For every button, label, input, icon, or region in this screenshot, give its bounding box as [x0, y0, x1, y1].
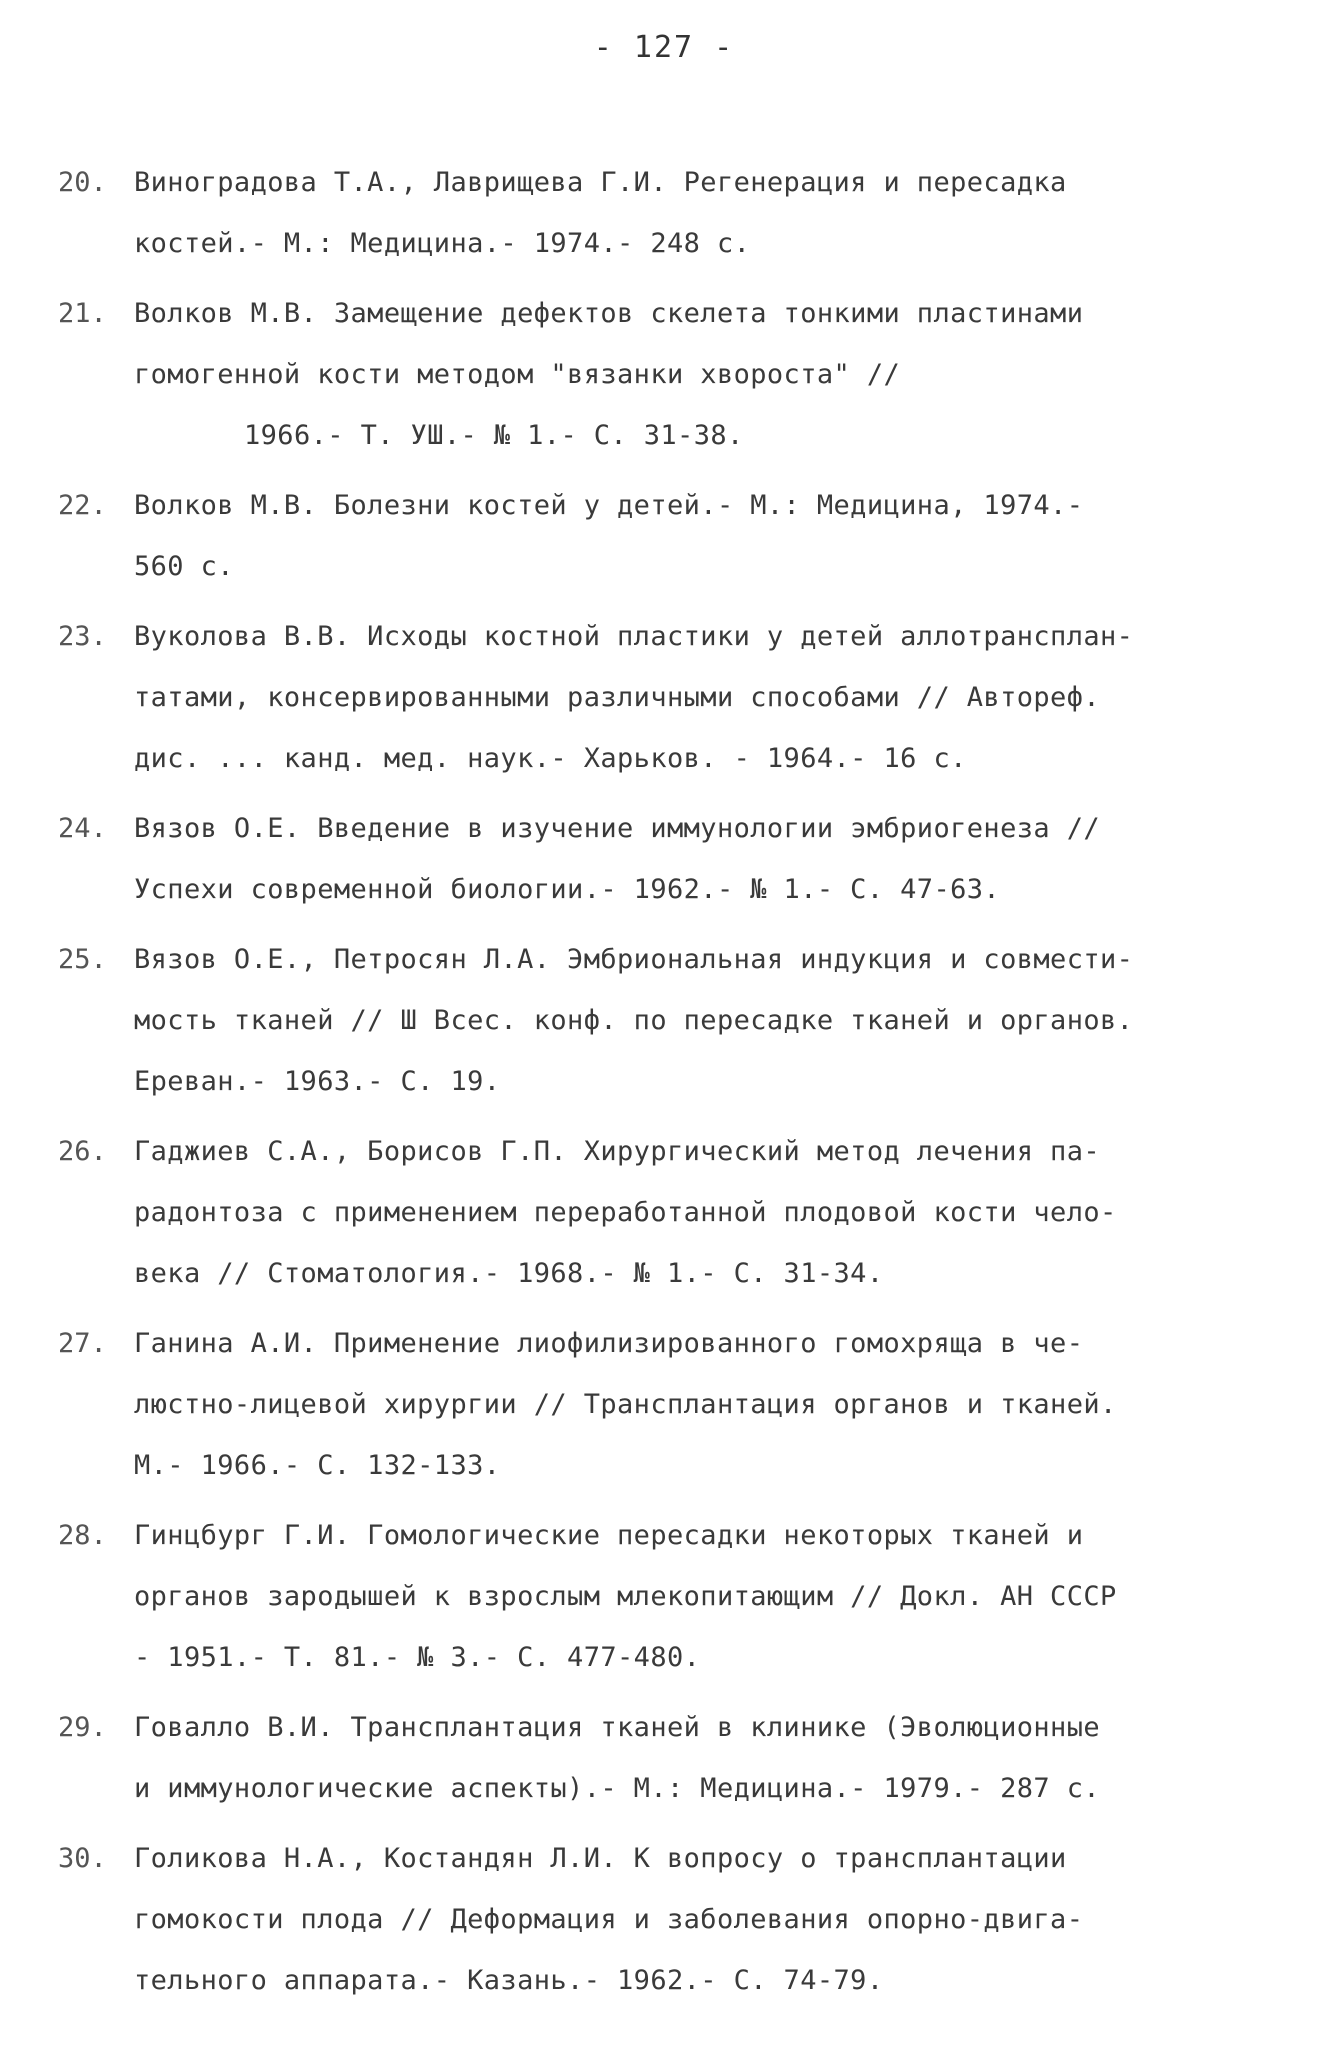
reference-number: 24. [58, 813, 107, 844]
reference-line: века // Стоматология.- 1968.- № 1.- С. 31-34. [134, 1258, 884, 1289]
reference-number: 26. [58, 1136, 107, 1167]
reference-item-24 [58, 798, 1288, 920]
reference-line: Волков М.В. Замещение дефектов скелета тонкими пластинами [134, 298, 1084, 329]
reference-number: 27. [58, 1328, 107, 1359]
reference-number: 28. [58, 1520, 107, 1551]
reference-line: 560 с. [134, 551, 234, 582]
reference-item-26 [58, 1121, 1288, 1304]
reference-line: и иммунологические аспекты).- М.: Медицина.- 1979.- 287 с. [134, 1773, 1101, 1804]
reference-number: 21. [58, 298, 107, 329]
reference-line: гомокости плода // Деформация и заболевания опорно-двига- [134, 1904, 1084, 1935]
reference-line: гомогенной кости методом "вязанки хвороста" // [134, 359, 901, 390]
reference-line: Вуколова В.В. Исходы костной пластики у детей аллотрансплан- [134, 621, 1134, 652]
reference-number: 29. [58, 1712, 107, 1743]
page-number: - 127 - [593, 30, 735, 65]
reference-item-27 [58, 1313, 1288, 1496]
reference-line: Ганина А.И. Применение лиофилизированного гомохряща в че- [134, 1328, 1084, 1359]
reference-item-22 [58, 475, 1288, 597]
reference-list [58, 152, 1288, 2020]
reference-number: 30. [58, 1843, 107, 1874]
reference-line: органов зародышей к взрослым млекопитающим // Докл. АН СССР [134, 1581, 1117, 1612]
reference-item-23 [58, 606, 1288, 789]
reference-line: радонтоза с применением переработанной плодовой кости чело- [134, 1197, 1117, 1228]
reference-item-21 [58, 283, 1288, 466]
reference-number: 23. [58, 621, 107, 652]
reference-line: мость тканей // Ш Всес. конф. по пересадке тканей и органов. [134, 1005, 1134, 1036]
reference-line: Вязов О.Е. Введение в изучение иммунологии эмбриогенеза // [134, 813, 1101, 844]
reference-line: тельного аппарата.- Казань.- 1962.- С. 74-79. [134, 1965, 884, 1996]
reference-line: люстно-лицевой хирургии // Трансплантация органов и тканей. [134, 1389, 1117, 1420]
reference-line: - 1951.- Т. 81.- № 3.- С. 477-480. [134, 1642, 701, 1673]
reference-line: костей.- М.: Медицина.- 1974.- 248 с. [134, 228, 751, 259]
reference-line: Вязов О.Е., Петросян Л.А. Эмбриональная индукция и совмести- [134, 944, 1134, 975]
reference-item-30 [58, 1828, 1288, 2011]
reference-line: Голикова Н.А., Костандян Л.И. К вопросу о трансплантации [134, 1843, 1067, 1874]
reference-line: Ереван.- 1963.- С. 19. [134, 1066, 501, 1097]
reference-line: 1966.- Т. УШ.- № 1.- С. 31-38. [244, 420, 744, 451]
reference-line: Говалло В.И. Трансплантация тканей в клинике (Эволюционные [134, 1712, 1101, 1743]
reference-line: Волков М.В. Болезни костей у детей.- М.: Медицина, 1974.- [134, 490, 1084, 521]
reference-line: татами, консервированными различными способами // Автореф. [134, 682, 1101, 713]
reference-item-28 [58, 1505, 1288, 1688]
reference-item-29 [58, 1697, 1288, 1819]
reference-item-20 [58, 152, 1288, 274]
reference-number: 20. [58, 167, 107, 198]
reference-line: Гинцбург Г.И. Гомологические пересадки некоторых тканей и [134, 1520, 1084, 1551]
reference-number: 25. [58, 944, 107, 975]
reference-line: Гаджиев С.А., Борисов Г.П. Хирургический метод лечения па- [134, 1136, 1101, 1167]
reference-number: 22. [58, 490, 107, 521]
reference-item-25 [58, 929, 1288, 1112]
reference-line: Виноградова Т.А., Лаврищева Г.И. Регенерация и пересадка [134, 167, 1067, 198]
reference-line: Успехи современной биологии.- 1962.- № 1.- С. 47-63. [134, 874, 1001, 905]
reference-line: М.- 1966.- С. 132-133. [134, 1450, 501, 1481]
reference-line: дис. ... канд. мед. наук.- Харьков. - 1964.- 16 с. [134, 743, 967, 774]
